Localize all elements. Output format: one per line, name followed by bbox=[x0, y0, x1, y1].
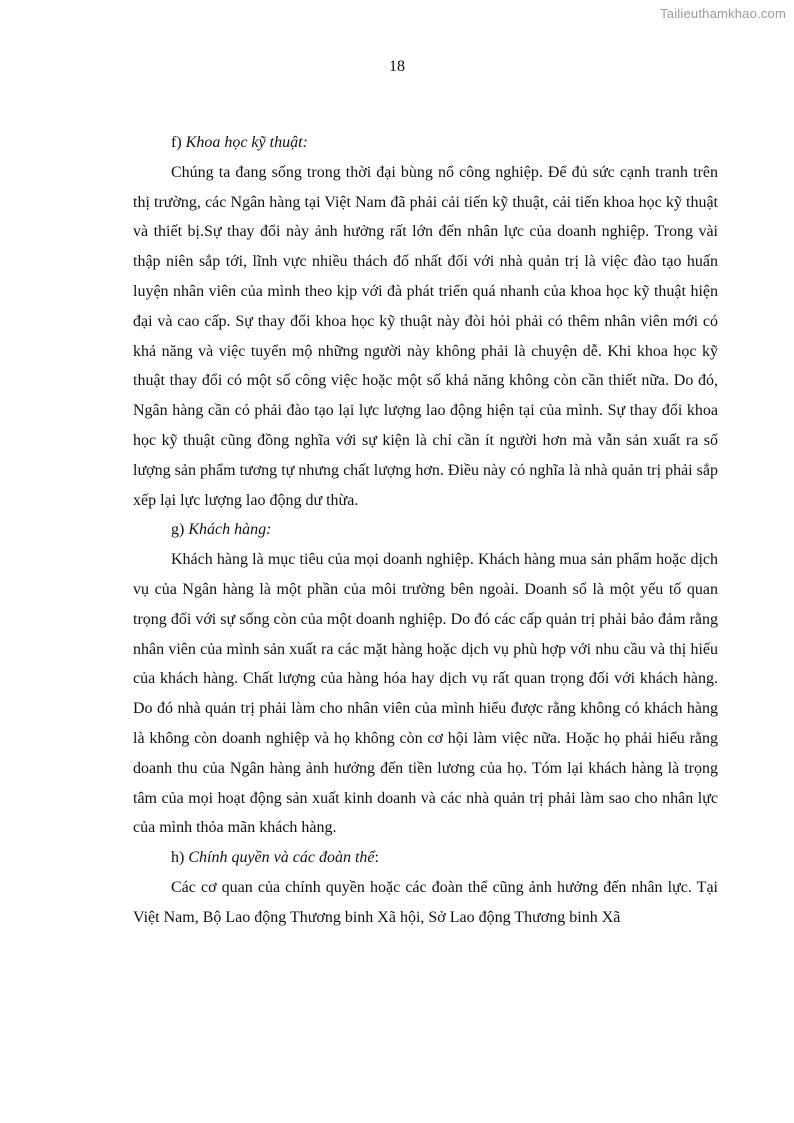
section-marker: f) bbox=[171, 134, 186, 151]
section-khach-hang bbox=[133, 515, 718, 843]
section-paragraph: Chúng ta đang sống trong thời đại bùng nổ công nghiệp. Để đủ sức cạnh tranh trên thị trường, các Ngân hàng tại Việt Nam đã phải cải tiến kỹ thuật, cải tiến khoa học kỹ thuật và thiết bị.Sự thay đổi này ảnh hưởng rất lớn đến nhân lực của doanh nghiệp. Trong vài thập niên sắp tới, lĩnh vực nhiều thách đố nhất đối với nhà quản trị là việc đào tạo huấn luyện nhân viên của mình theo kịp với đà phát triển quá nhanh của khoa học kỹ thuật hiện đại và cao cấp. Sự thay đổi khoa học kỹ thuật này đòi hỏi phải có thêm nhân viên mới có khả năng và việc tuyển mộ những người này không phải là chuyện dễ. Khi khoa học kỹ thuật thay đổi có một số công việc hoặc một số khả năng không còn cần thiết nữa. Do đó, Ngân hàng cần có phải đào tạo lại lực lượng lao động hiện tại của mình. Sự thay đổi khoa học kỹ thuật cũng đồng nghĩa với sự kiện là chỉ cần ít người hơn mà vẫn sản xuất ra số lượng sản phẩm tương tự nhưng chất lượng hơn. Điều này có nghĩa là nhà quản trị phải sắp xếp lại lực lượng lao động dư thừa. bbox=[133, 163, 718, 509]
watermark: Tailieuthamkhao.com bbox=[660, 6, 786, 21]
section-chinh-quyen bbox=[133, 843, 718, 932]
section-heading bbox=[133, 843, 718, 873]
section-title: Chính quyền và các đoàn thể bbox=[188, 849, 375, 867]
document-body bbox=[133, 128, 718, 933]
section-marker: h) bbox=[171, 849, 189, 867]
section-title-suffix: : bbox=[374, 849, 379, 867]
section-title: Khoa học kỹ thuật: bbox=[185, 134, 308, 151]
section-heading bbox=[133, 128, 718, 158]
page-number: 18 bbox=[389, 58, 405, 75]
section-title: Khách hàng: bbox=[188, 521, 272, 539]
section-heading bbox=[133, 515, 718, 545]
section-paragraph: Khách hàng là mục tiêu của mọi doanh nghiệp. Khách hàng mua sản phẩm hoặc dịch vụ của Ngân hàng là một phần của môi trường bên ngoài. Doanh số là một yếu tố quan trọng đối với sự sống còn của một doanh nghiệp. Do đó các cấp quản trị phải bảo đảm rằng nhân viên của mình sản xuất ra các mặt hàng hoặc dịch vụ phù hợp với nhu cầu và thị hiếu của khách hàng. Chất lượng của hàng hóa hay dịch vụ rất quan trọng đối với khách hàng. Do đó nhà quản trị phải làm cho nhân viên của mình hiểu được rằng không có khách hàng là không còn doanh nghiệp và họ không còn cơ hội làm việc nữa. Hoặc họ phải hiểu rằng doanh thu của Ngân hàng ảnh hưởng đến tiền lương của họ. Tóm lại khách hàng là trọng tâm của mọi hoạt động sản xuất kinh doanh và các nhà quản trị phải làm sao cho nhân lực của mình thỏa mãn khách hàng. bbox=[133, 551, 718, 837]
section-paragraph: Các cơ quan của chính quyền hoặc các đoàn thể cũng ảnh hưởng đến nhân lực. Tại Việt Nam, Bộ Lao động Thương binh Xã hội, Sở Lao động Thương binh Xã bbox=[133, 878, 718, 926]
section-khoa-hoc-ky-thuat bbox=[133, 128, 718, 515]
section-marker: g) bbox=[171, 521, 189, 539]
